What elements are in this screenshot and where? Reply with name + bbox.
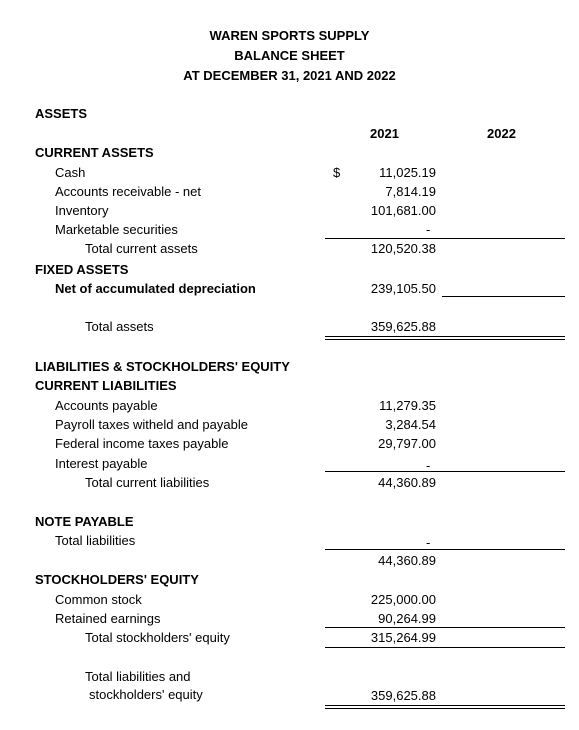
blank-value-rule [442,296,565,297]
fixed-assets-heading: FIXED ASSETS [35,262,129,277]
total-liabilities-2021: 44,360.89 [378,553,436,568]
total-double-rule-top [325,705,565,706]
total-double-rule-top [325,336,565,337]
marketable-securities-2021: - [426,222,431,237]
payroll-taxes-label: Payroll taxes witheld and payable [55,417,248,432]
current-liabilities-heading: CURRENT LIABILITIES [35,378,177,393]
interest-payable-2021: - [426,458,431,473]
subtotal-rule [325,471,565,472]
stockholders-equity-heading: STOCKHOLDERS' EQUITY [35,572,199,587]
grand-total-2021: 359,625.88 [370,688,436,703]
note-payable-heading: NOTE PAYABLE [35,514,134,529]
statement-period: AT DECEMBER 31, 2021 AND 2022 [183,68,396,83]
liabilities-equity-heading: LIABILITIES & STOCKHOLDERS' EQUITY [35,359,290,374]
total-double-rule-bottom [325,708,565,709]
total-current-liabilities-2021: 44,360.89 [378,475,436,490]
common-stock-label: Common stock [55,592,142,607]
total-assets-label: Total assets [85,319,154,334]
total-current-assets-label: Total current assets [85,241,198,256]
inventory-2021: 101,681.00 [370,203,436,218]
note-payable-2021: - [426,535,431,550]
subtotal-rule [325,549,565,550]
column-header-2021: 2021 [370,126,399,141]
currency-symbol: $ [333,165,341,180]
cash-2021: 11,025.19 [379,165,436,180]
column-header-2022: 2022 [487,126,516,141]
subtotal-rule [325,647,565,648]
subtotal-rule [325,238,565,239]
interest-payable-label: Interest payable [55,456,148,471]
retained-earnings-2021: 90,264.99 [378,611,436,626]
accounts-payable-label: Accounts payable [55,398,158,413]
grand-total-label-line2: stockholders' equity [89,687,203,702]
subtotal-rule [325,627,565,628]
total-current-liabilities-label: Total current liabilities [85,475,210,490]
accounts-payable-2021: 11,279.35 [379,398,436,413]
federal-taxes-label: Federal income taxes payable [55,436,229,451]
statement-title: BALANCE SHEET [234,48,345,63]
total-liabilities-label: Total liabilities [55,533,136,548]
total-double-rule-bottom [325,339,565,340]
retained-earnings-label: Retained earnings [55,611,161,626]
marketable-securities-label: Marketable securities [55,222,178,237]
common-stock-2021: 225,000.00 [370,592,436,607]
cash-label: Cash [55,165,86,180]
company-name: WAREN SPORTS SUPPLY [209,28,370,43]
payroll-taxes-2021: 3,284.54 [385,417,436,432]
total-assets-2021: 359,625.88 [370,319,436,334]
inventory-label: Inventory [55,203,109,218]
current-assets-heading: CURRENT ASSETS [35,145,154,160]
accounts-receivable-label: Accounts receivable - net [55,184,201,199]
total-stockholders-equity-2021: 315,264.99 [370,630,436,645]
grand-total-label-line1: Total liabilities and [85,669,191,684]
accounts-receivable-2021: 7,814.19 [385,184,436,199]
net-depreciation-2021: 239,105.50 [370,281,436,296]
assets-heading: ASSETS [35,106,88,121]
net-depreciation-label: Net of accumulated depreciation [55,281,256,296]
federal-taxes-2021: 29,797.00 [378,436,436,451]
total-stockholders-equity-label: Total stockholders' equity [85,630,230,645]
total-current-assets-2021: 120,520.38 [370,241,436,256]
